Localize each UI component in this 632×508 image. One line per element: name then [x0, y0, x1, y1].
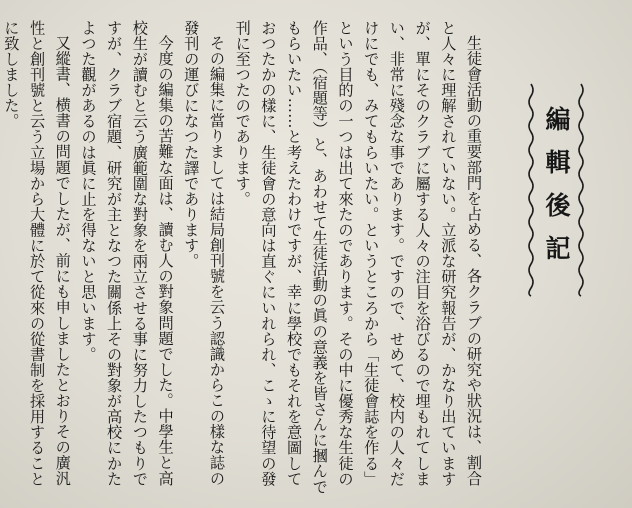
heading-title: 編輯後記 [542, 106, 571, 278]
paragraph-4: 又縱書、横書の問題でしたが、前にも申しましたとおりその廣汎性と創刊號と云う立場から大體に於て從來の從書制を採用することに致しました。 [2, 20, 72, 487]
paragraph-2: その編集に當りましては結局創刊號を云う認識からこの樣な誌の發刊の運びになつた譯であります。 [182, 20, 226, 487]
wavy-rule-right [577, 84, 585, 296]
article-body [2, 20, 486, 498]
paragraph-3: 今度の編集の苦難な面は、讀む人の對象問題でした。中學生と高校生が讀むと云う廣範圍な對象を兩立させる事に努力したつもりですが、クラブ宿題、研究が主となつた關係上その對象が高校にかたよつた觀があるのは眞に止を得ないと思います。 [79, 20, 175, 487]
paragraph-1: 生徒會活動の重要部門を占める、各クラブの研究や狀況は、割合と人々に理解されていない。立派な研究報告が、かなり出ていますが、單にそのクラブに屬する人々の注目を浴びるので埋もれてしまい、非常に殘念な事であります。ですので、せめて、校内の人々だけにでも、みてもらいたい。というところから「生徒會誌を作る」という目的の一つは出て來たのであります。その中に優秀な生徒の作品、（宿題等）と、あわせて生徒活動の眞の意義を皆さんに摑んでもらいたい……と考えたわけですが、幸に學校でもそれを意圖しておつたかの樣に、生徒會の意向は直ぐにいれられ、こゝに待望の發刊に至つたのであります。 [233, 20, 483, 495]
heading-frame [527, 84, 585, 296]
